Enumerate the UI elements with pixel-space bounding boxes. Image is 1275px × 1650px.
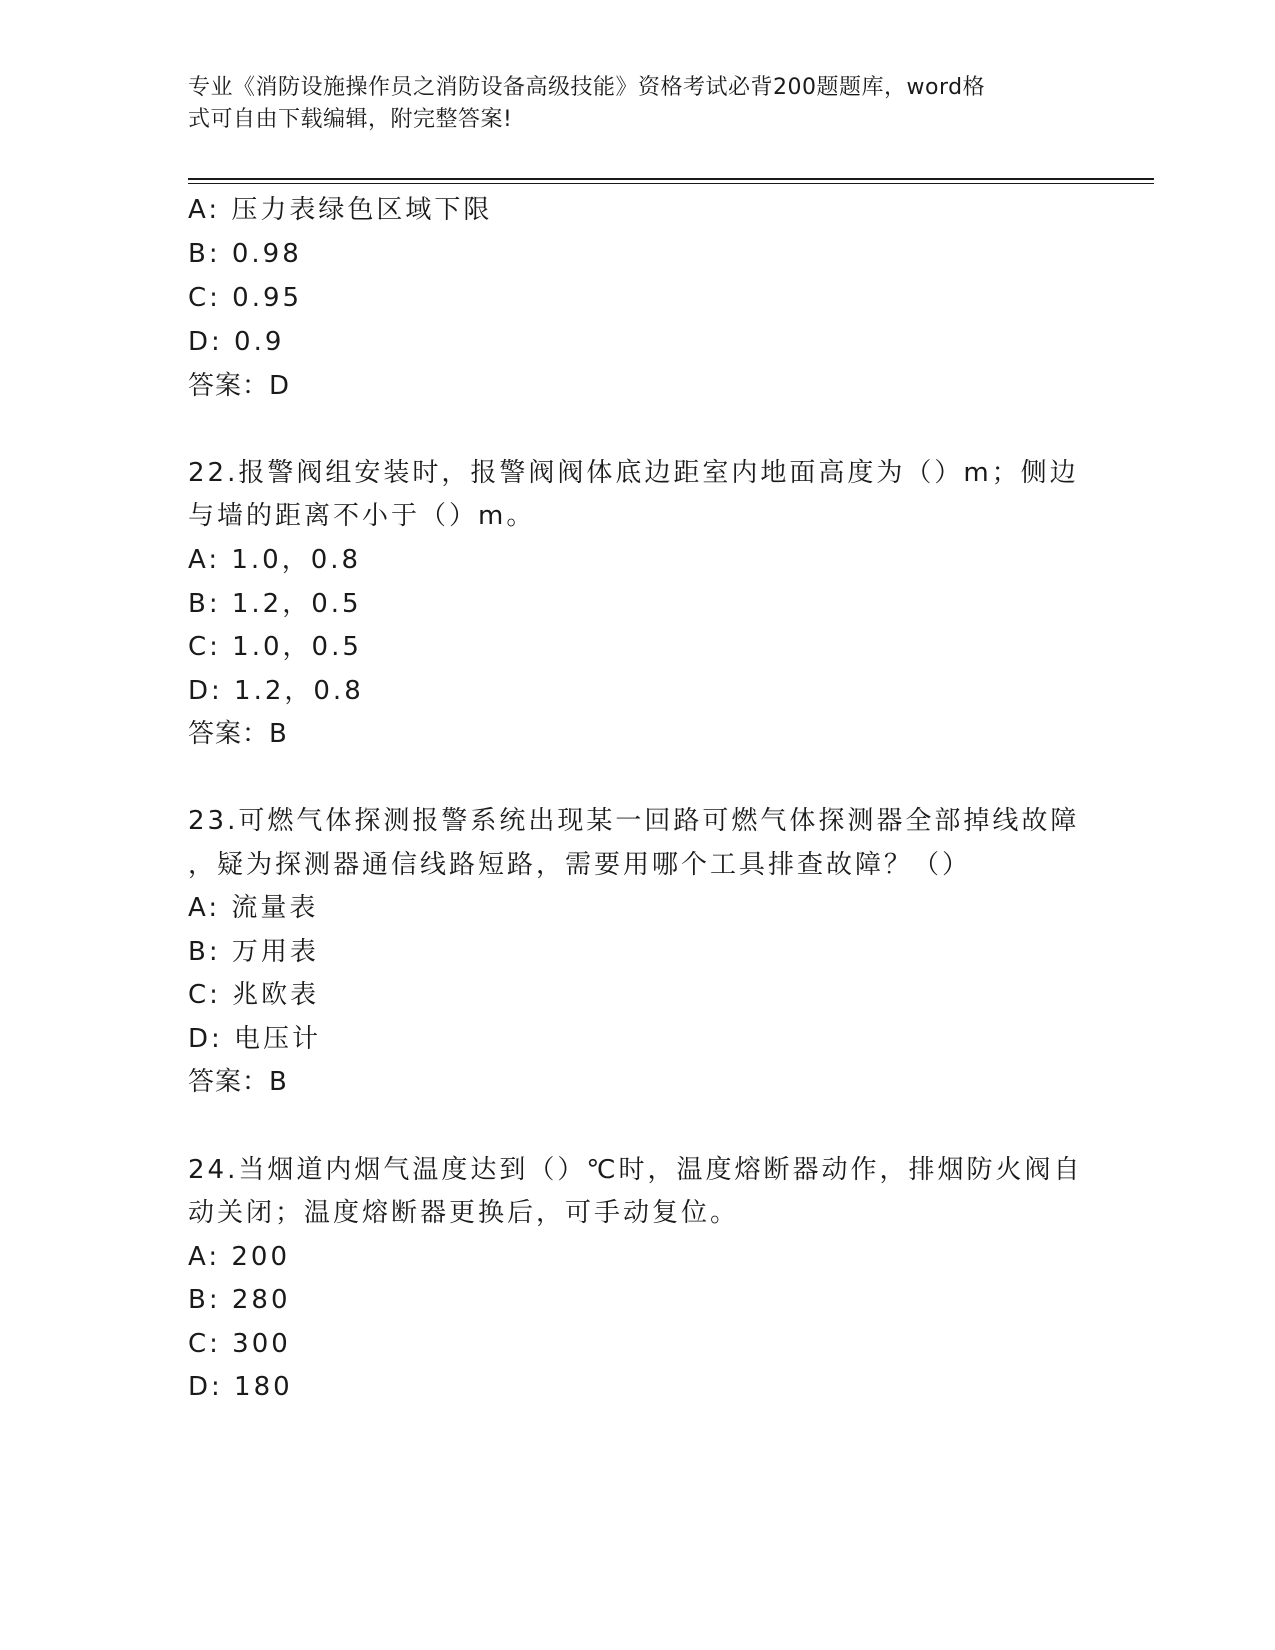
q21-option-b: B: 0.98 xyxy=(188,239,302,269)
q22-answer: 答案：B xyxy=(188,719,288,749)
header-line-2: 式可自由下载编辑，附完整答案! xyxy=(188,107,513,132)
q24-option-c: C: 300 xyxy=(188,1329,291,1359)
header-divider-thin xyxy=(188,183,1154,184)
q22-option-b: B: 1.2，0.5 xyxy=(188,589,362,619)
q23-stem-line-1: 23.可燃气体探测报警系统出现某一回路可燃气体探测器全部掉线故障 xyxy=(188,806,1080,836)
document-header xyxy=(188,72,1068,136)
q23-answer: 答案：B xyxy=(188,1067,288,1097)
q24-stem-line-2: 动关闭；温度熔断器更换后，可手动复位。 xyxy=(188,1198,740,1228)
q23-option-b: B: 万用表 xyxy=(188,937,319,967)
q23-option-c: C: 兆欧表 xyxy=(188,980,320,1010)
q23-option-d: D: 电压计 xyxy=(188,1024,322,1054)
q22-option-c: C: 1.0，0.5 xyxy=(188,632,362,662)
q22-stem-line-1: 22.报警阀组安装时，报警阀阀体底边距室内地面高度为（）m；侧边 xyxy=(188,458,1079,488)
header-divider-thick xyxy=(188,178,1154,180)
q24-option-a: A: 200 xyxy=(188,1242,290,1272)
q22-option-a: A: 1.0，0.8 xyxy=(188,545,362,575)
q22-option-d: D: 1.2，0.8 xyxy=(188,676,364,706)
q21-option-a: A: 压力表绿色区域下限 xyxy=(188,195,493,225)
q23-option-a: A: 流量表 xyxy=(188,893,319,923)
q21-option-d: D: 0.9 xyxy=(188,327,285,357)
q23-stem-line-2: ，疑为探测器通信线路短路，需要用哪个工具排查故障？（） xyxy=(188,850,972,880)
q24-stem-line-1: 24.当烟道内烟气温度达到（）℃时，温度熔断器动作，排烟防火阀自 xyxy=(188,1155,1083,1185)
q21-answer: 答案：D xyxy=(188,371,291,401)
header-line-1: 专业《消防设施操作员之消防设备高级技能》资格考试必背200题题库，word格 xyxy=(188,75,986,100)
q22-stem-line-2: 与墙的距离不小于（）m。 xyxy=(188,501,536,531)
q24-option-d: D: 180 xyxy=(188,1372,293,1402)
q24-option-b: B: 280 xyxy=(188,1285,291,1315)
q21-option-c: C: 0.95 xyxy=(188,283,303,313)
